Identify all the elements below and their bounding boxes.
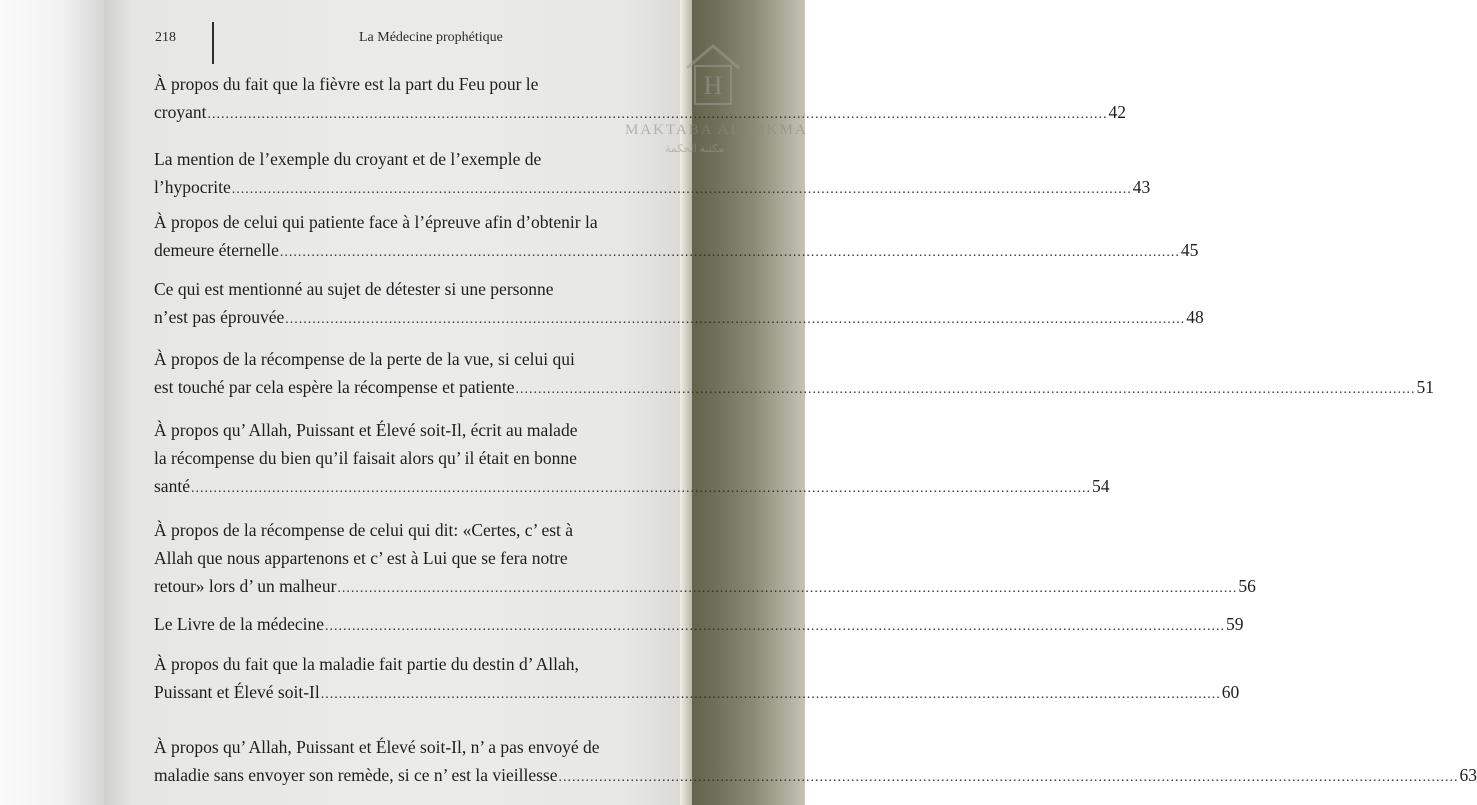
dot-leader <box>321 681 1221 695</box>
toc-page-number: 42 <box>1108 102 1126 122</box>
toc-page-number: 45 <box>1180 240 1199 260</box>
dot-leader <box>516 376 1416 390</box>
toc-entry-text: À propos du fait que la maladie fait partie du destin d’ Allah, <box>154 654 579 674</box>
toc-entry-last-line <box>154 98 1126 126</box>
header-divider <box>212 22 214 64</box>
dot-leader <box>325 613 1225 627</box>
toc-entry-text: retour» lors d’ un malheur <box>154 576 337 596</box>
toc-entry-text: À propos de celui qui patiente face à l’épreuve afin d’obtenir la <box>154 212 598 232</box>
dot-leader <box>191 475 1091 489</box>
toc-page-number: 56 <box>1238 576 1256 596</box>
toc-entry <box>154 345 1435 401</box>
toc-entry <box>154 516 1256 600</box>
toc-entry-text: maladie sans envoyer son remède, si ce n’ est la vieillesse <box>154 765 558 785</box>
toc-entry <box>154 733 1477 789</box>
toc-entry-text: est touché par cela espère la récompense et patiente <box>154 377 515 397</box>
toc-entry-text: Ce qui est mentionné au sujet de détester si une personne <box>154 279 554 299</box>
book-page <box>104 0 1477 805</box>
toc-entry <box>154 610 1244 638</box>
dot-leader <box>285 306 1185 320</box>
toc-page-number: 63 <box>1459 765 1477 785</box>
watermark-title: MAKTABA AL HIKMA <box>625 122 808 138</box>
toc-entry-last-line <box>154 373 1435 401</box>
toc-page-number: 43 <box>1132 177 1151 197</box>
toc-entry-text: demeure éternelle <box>154 240 279 260</box>
toc-entry-last-line <box>154 173 1151 201</box>
toc-entry-text: À propos qu’ Allah, Puissant et Élevé soit-Il, n’ a pas envoyé de <box>154 737 600 757</box>
svg-text:H: H <box>703 71 723 100</box>
toc-entry <box>154 416 1110 500</box>
toc-entry-text: santé <box>154 476 190 496</box>
running-title: La Médecine prophétique <box>359 30 503 45</box>
watermark <box>619 42 808 162</box>
toc-entry-text: À propos qu’ Allah, Puissant et Élevé soit-Il, écrit au malade <box>154 420 578 440</box>
toc-entry-last-line <box>154 761 1477 789</box>
toc-entry-text: À propos du fait que la fièvre est la part du Feu pour le <box>154 74 539 94</box>
toc-entry-text: Le Livre de la médecine <box>154 614 325 634</box>
toc-page-number: 48 <box>1186 307 1204 327</box>
toc-entry-text: À propos de la récompense de celui qui dit: «Certes, c’ est à <box>154 520 574 540</box>
dot-leader <box>337 575 1237 589</box>
toc-entry <box>154 70 1126 126</box>
toc-entry-last-line <box>154 572 1256 600</box>
toc-entry-text: Puissant et Élevé soit-Il <box>154 682 320 702</box>
toc-entry-last-line <box>154 678 1240 706</box>
toc-entry-last-line <box>154 303 1204 331</box>
toc-entry <box>154 650 1240 706</box>
background-surface-left <box>0 0 104 805</box>
toc-entry-last-line <box>154 472 1110 500</box>
toc-entry-last-line <box>154 610 1244 638</box>
toc-page-number: 51 <box>1416 377 1435 397</box>
page-number: 218 <box>155 30 176 45</box>
watermark-subtitle: مكتبة الحكمة <box>665 143 725 155</box>
dot-leader <box>280 239 1180 253</box>
toc-entry-last-line <box>154 236 1199 264</box>
toc-page-number: 60 <box>1221 682 1240 702</box>
toc-page-number: 54 <box>1091 476 1110 496</box>
dot-leader <box>559 764 1459 778</box>
toc-page-number: 59 <box>1226 614 1244 634</box>
toc-entry-text: l’hypocrite <box>154 177 231 197</box>
toc-entry-text: la récompense du bien qu’il faisait alors qu’ il était en bonne <box>154 448 577 468</box>
toc-entry-text: Allah que nous appartenons et c’ est à Lui que se fera notre <box>154 548 568 568</box>
toc-entry-text: croyant <box>154 102 207 122</box>
toc-entry <box>154 275 1204 331</box>
dot-leader <box>232 176 1132 190</box>
watermark-logo-icon <box>683 42 743 106</box>
toc-entry <box>154 208 1199 264</box>
toc-entry-text: La mention de l’exemple du croyant et de l’exemple de <box>154 149 542 169</box>
toc-entry-text: À propos de la récompense de la perte de la vue, si celui qui <box>154 349 575 369</box>
toc-entry-text: n’est pas éprouvée <box>154 307 285 327</box>
page-header <box>104 22 684 62</box>
